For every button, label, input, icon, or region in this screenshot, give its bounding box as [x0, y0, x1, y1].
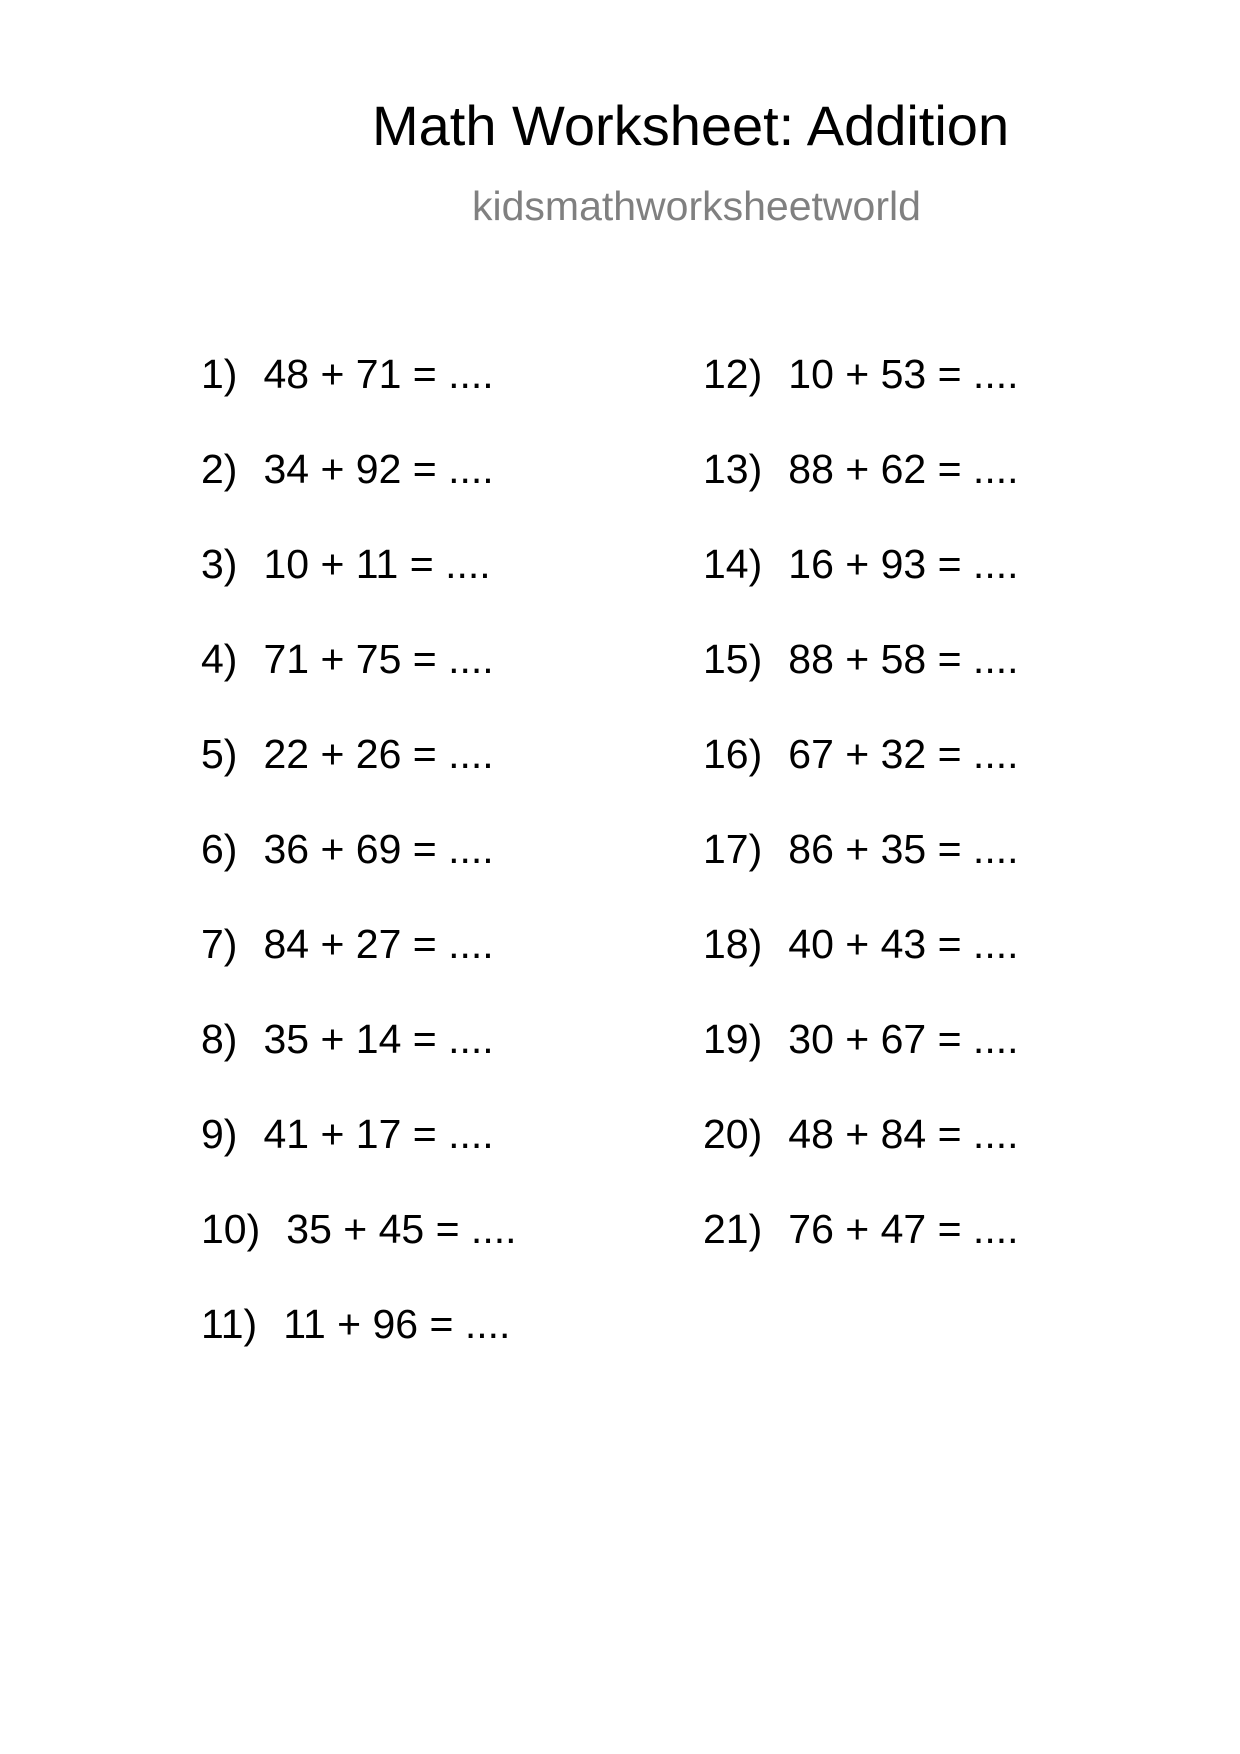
- problem-item: [201, 351, 701, 449]
- problem-item: [201, 826, 701, 924]
- problem-number: 11): [201, 1301, 258, 1347]
- problem-number: 10): [201, 1206, 261, 1252]
- problem-number: 16): [703, 731, 763, 777]
- problem-expression: 34 + 92 = ....: [263, 446, 494, 492]
- problem-item: [703, 921, 1203, 1019]
- problem-number: 15): [703, 636, 763, 682]
- problem-expression: 11 + 96 = ....: [283, 1301, 511, 1347]
- problem-expression: 22 + 26 = ....: [263, 731, 494, 777]
- problem-expression: 41 + 17 = ....: [263, 1111, 494, 1157]
- problem-number: 13): [703, 446, 763, 492]
- problem-item: [703, 731, 1203, 829]
- problem-expression: 48 + 71 = ....: [263, 351, 494, 397]
- problem-number: 17): [703, 826, 763, 872]
- problem-number: 3): [201, 541, 238, 587]
- problem-item: [201, 731, 701, 829]
- problem-number: 7): [201, 921, 238, 967]
- problem-item: [703, 1016, 1203, 1114]
- problem-number: 12): [703, 351, 763, 397]
- problem-number: 20): [703, 1111, 763, 1157]
- problem-expression: 30 + 67 = ....: [788, 1016, 1019, 1062]
- problem-number: 4): [201, 636, 238, 682]
- problems-right-column: [703, 351, 1203, 1304]
- problems-left-column: [201, 351, 701, 1399]
- problem-item: [703, 636, 1203, 734]
- problem-item: [201, 541, 701, 639]
- problem-number: 8): [201, 1016, 238, 1062]
- problem-expression: 67 + 32 = ....: [788, 731, 1019, 777]
- problem-expression: 76 + 47 = ....: [788, 1206, 1019, 1252]
- problem-expression: 16 + 93 = ....: [788, 541, 1019, 587]
- problem-item: [703, 1111, 1203, 1209]
- problem-expression: 35 + 45 = ....: [286, 1206, 517, 1252]
- problem-expression: 35 + 14 = ....: [263, 1016, 494, 1062]
- problem-expression: 36 + 69 = ....: [263, 826, 494, 872]
- problem-number: 2): [201, 446, 238, 492]
- problem-item: [201, 1016, 701, 1114]
- problem-expression: 10 + 53 = ....: [788, 351, 1019, 397]
- problem-number: 1): [201, 351, 238, 397]
- problem-item: [201, 1206, 701, 1304]
- page-title: Math Worksheet: Addition: [372, 94, 1010, 157]
- problem-number: 6): [201, 826, 238, 872]
- problem-number: 21): [703, 1206, 763, 1252]
- problem-number: 18): [703, 921, 763, 967]
- problem-item: [201, 446, 701, 544]
- problem-item: [703, 826, 1203, 924]
- problem-item: [201, 1111, 701, 1209]
- problem-item: [703, 446, 1203, 544]
- problem-expression: 88 + 58 = ....: [788, 636, 1019, 682]
- problem-number: 14): [703, 541, 763, 587]
- problem-item: [201, 921, 701, 1019]
- problem-expression: 84 + 27 = ....: [263, 921, 494, 967]
- site-name: kidsmathworksheetworld: [472, 183, 921, 229]
- problem-expression: 86 + 35 = ....: [788, 826, 1019, 872]
- problem-item: [201, 636, 701, 734]
- problem-number: 19): [703, 1016, 763, 1062]
- problem-expression: 48 + 84 = ....: [788, 1111, 1019, 1157]
- problem-item: [703, 541, 1203, 639]
- problem-item: [201, 1301, 701, 1399]
- problem-item: [703, 351, 1203, 449]
- problem-expression: 40 + 43 = ....: [788, 921, 1019, 967]
- problem-expression: 88 + 62 = ....: [788, 446, 1019, 492]
- problem-expression: 10 + 11 = ....: [263, 541, 491, 587]
- problem-number: 9): [201, 1111, 238, 1157]
- problem-expression: 71 + 75 = ....: [263, 636, 494, 682]
- problem-item: [703, 1206, 1203, 1304]
- problem-number: 5): [201, 731, 238, 777]
